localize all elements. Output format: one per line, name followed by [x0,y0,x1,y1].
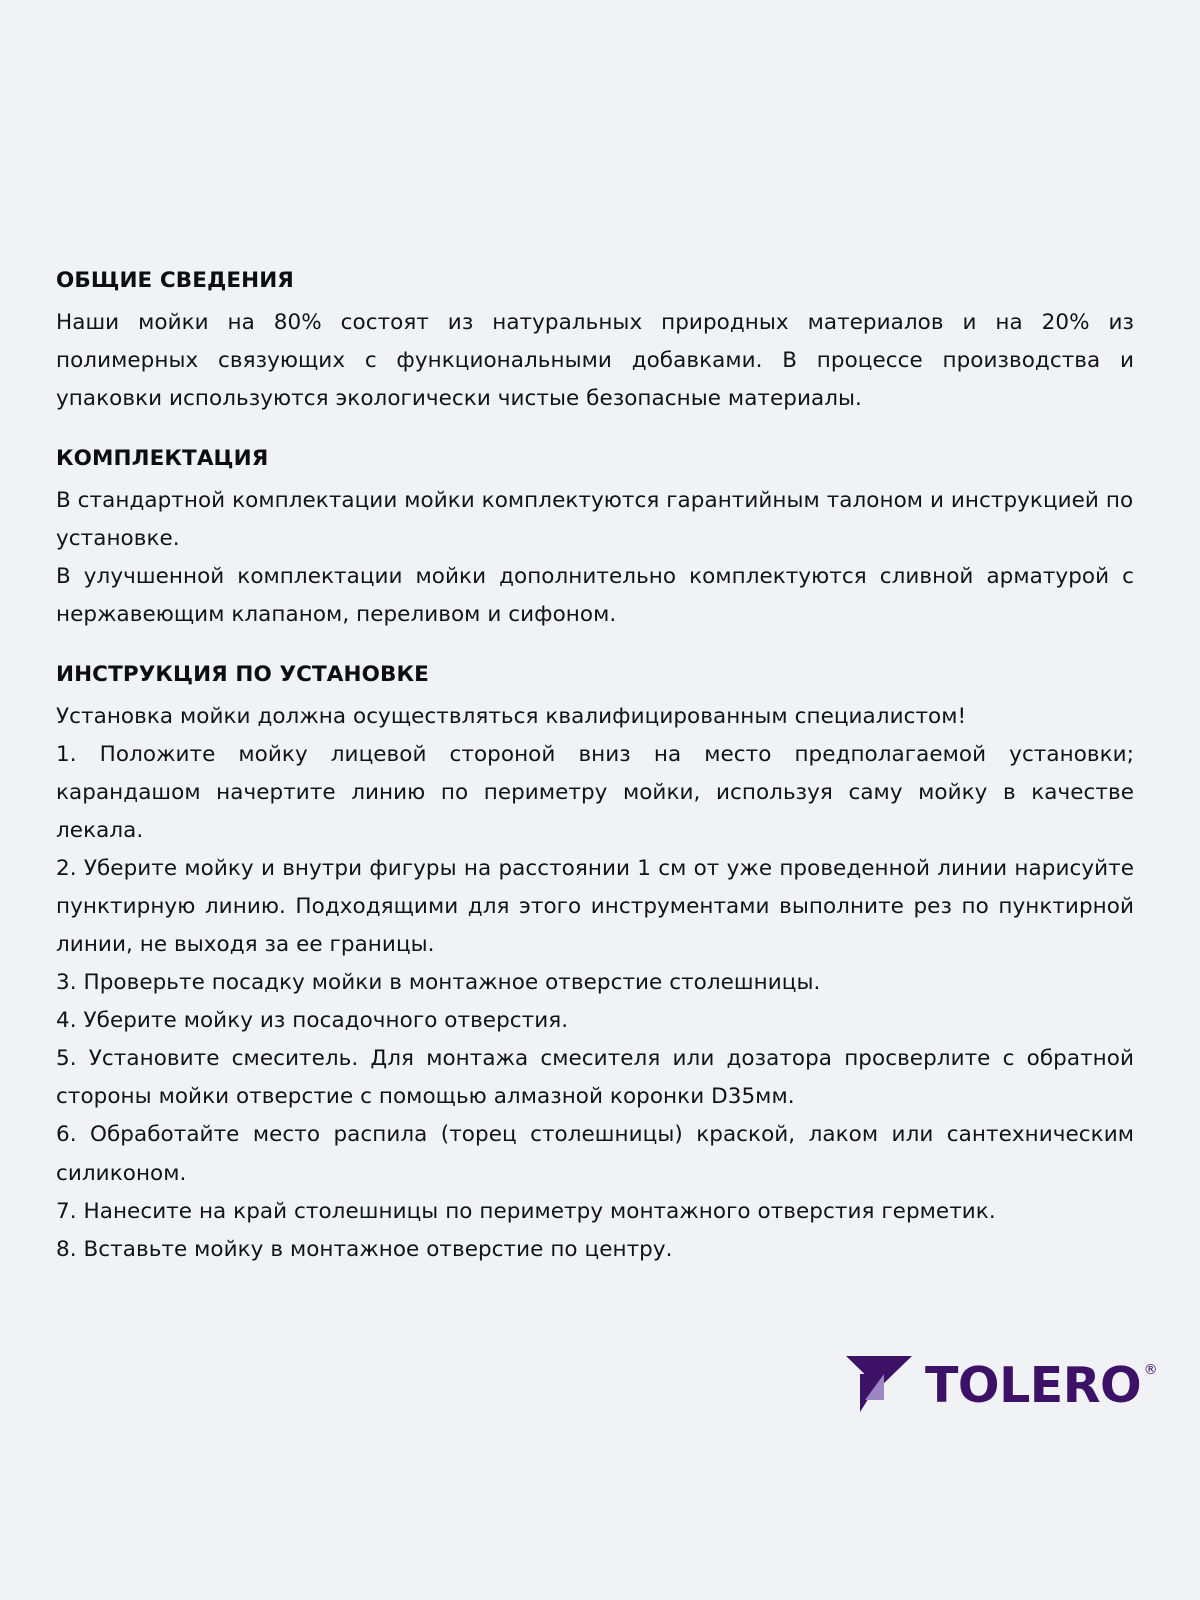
section-general-info [56,268,1134,418]
installation-step-1: 1. Положите мойку лицевой стороной вниз на место предполагаемой установки; карандашом начертите линию по периметру мойки, используя саму мойку в качестве лекала. [56,742,1134,844]
paragraph-package-contents-2: В улучшенной комплектации мойки дополнительно комплектуются сливной арматурой с нержавеющим клапаном, переливом и сифоном. [56,563,1134,628]
installation-step-2: 2. Уберите мойку и внутри фигуры на расстоянии 1 см от уже проведенной линии нарисуйте пунктирную линию. Подходящими для этого инструментами выполните рез по пунктирной линии, не выходя за ее границы. [56,856,1134,958]
tolero-wordmark [925,1356,1158,1414]
registered-trademark-icon: ® [1143,1361,1158,1378]
section-heading-installation-instructions: ИНСТРУКЦИЯ ПО УСТАНОВКЕ [56,662,429,688]
tolero-wordmark-text: TOLERO [925,1356,1142,1414]
installation-step-5: 5. Установите смеситель. Для монтажа смесителя или дозатора просверлите с обратной стороны мойки отверстие с помощью алмазной коронки D35мм. [56,1046,1134,1110]
installation-step-7: 7. Нанесите на край столешницы по периметру монтажного отверстия герметик. [56,1198,996,1224]
installation-steps-list [56,736,1134,1269]
installation-step-3: 3. Проверьте посадку мойки в монтажное отверстие столешницы. [56,970,821,996]
section-installation-instructions [56,662,1134,1269]
paragraph-package-contents-1: В стандартной комплектации мойки комплектуются гарантийным талоном и инструкцией по установке. [56,487,1134,551]
tolero-arrow-icon [846,1354,912,1416]
installation-step-8: 8. Вставьте мойку в монтажное отверстие по центру. [56,1236,673,1262]
section-heading-package-contents: КОМПЛЕКТАЦИЯ [56,446,269,472]
section-heading-general-info: ОБЩИЕ СВЕДЕНИЯ [56,268,294,293]
paragraph-general-info-1: Наши мойки на 80% состоят из натуральных природных материалов и на 20% из полимерных связующих с функциональными добавками. В процессе производства и упаковки используются экологически чистые безопасные материалы. [56,309,1134,411]
document-content [56,268,1134,1269]
installation-step-4: 4. Уберите мойку из посадочного отверстия. [56,1008,569,1034]
tolero-logo [846,1354,1157,1416]
paragraph-installation-intro: Установка мойки должна осуществляться квалифицированным специалистом! [56,703,967,729]
section-package-contents [56,446,1134,634]
installation-step-6: 6. Обработайте место распила (торец столешницы) краской, лаком или сантехническим силиконом. [56,1122,1134,1186]
